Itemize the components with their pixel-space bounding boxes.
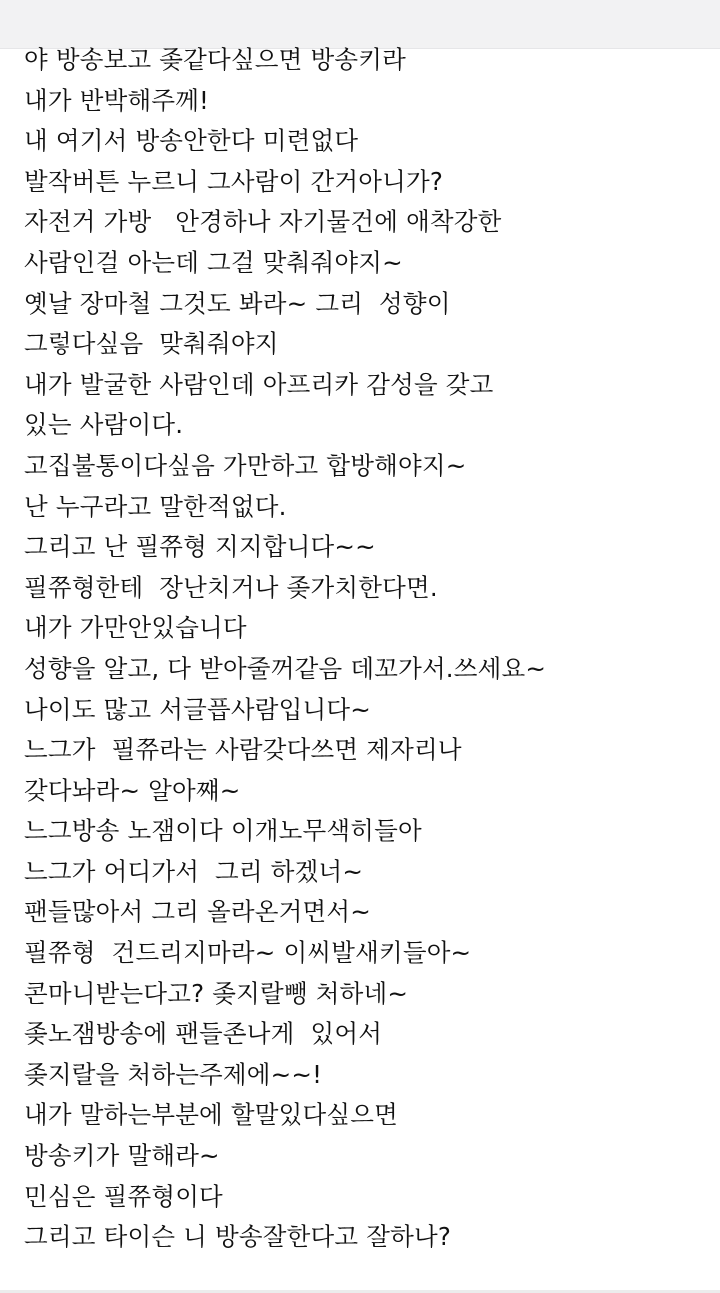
text-line: 팬들많아서 그리 올라온거면서~ (24, 897, 371, 927)
text-line: 내가 가만안있습니다 (24, 613, 247, 643)
text-line: 좆지랄을 처하는주제에~~! (24, 1059, 323, 1089)
text-line: 자전거 가방 안경하나 자기물건에 애착강한 (24, 207, 502, 237)
text-line: 내가 발굴한 사람인데 아프리카 감성을 갖고 (24, 369, 494, 399)
text-line: 성향을 알고, 다 받아줄꺼같음 데꼬가서.쓰세요~ (24, 653, 547, 683)
text-line: 나이도 많고 서글픕사람입니다~ (24, 694, 371, 724)
text-line: 사람인걸 아는데 그걸 맞춰줘야지~ (24, 247, 403, 277)
text-line: 콘마니받는다고? 좆지랄뺑 처하네~ (24, 978, 409, 1008)
text-line: 야 방송보고 좆같다싶으면 방송키라 (24, 45, 406, 74)
text-line: 있는 사람이다. (24, 410, 184, 440)
text-line: 좆노잼방송에 팬들존나게 있어서 (24, 1019, 383, 1049)
text-line: 그리고 난 필쮸형 지지합니다~~ (24, 532, 376, 562)
text-line: 느그가 필쮸라는 사람갖다쓰면 제자리나 (24, 735, 462, 765)
text-line: 내가 말하는부분에 할말있다싶으면 (24, 1100, 398, 1130)
text-line: 느그가 어디가서 그리 하겠너~ (24, 856, 364, 886)
text-line: 필쮸형한테 장난치거나 좆가치한다면. (24, 572, 438, 602)
text-line: 그렇다싶음 맞춰줘야지 (24, 329, 279, 359)
text-line: 갖다놔라~ 알아쨰~ (24, 775, 241, 805)
text-line: 느그방송 노잼이다 이개노무색히들아 (24, 816, 422, 846)
text-line: 발작버튼 누르니 그사람이 간거아니가? (24, 166, 444, 196)
text-line: 옛날 장마철 그것도 봐라~ 그리 성향이 (24, 288, 451, 318)
text-line: 그리고 타이슨 니 방송잘한다고 잘하나? (24, 1222, 452, 1252)
text-line: 필쮸형 건드리지마라~ 이씨발새키들아~ (24, 938, 472, 968)
text-line: 내 여기서 방송안한다 미련없다 (24, 126, 359, 156)
text-line: 내가 반박해주께! (24, 85, 210, 115)
message-text-body (24, 40, 714, 1258)
text-line: 민심은 필쮸형이다 (24, 1181, 223, 1211)
text-line: 방송키가 말해라~ (24, 1141, 220, 1171)
text-line: 난 누구라고 말한적없다. (24, 491, 287, 521)
text-line: 고집불통이다싶음 가만하고 합방해야지~ (24, 450, 467, 480)
